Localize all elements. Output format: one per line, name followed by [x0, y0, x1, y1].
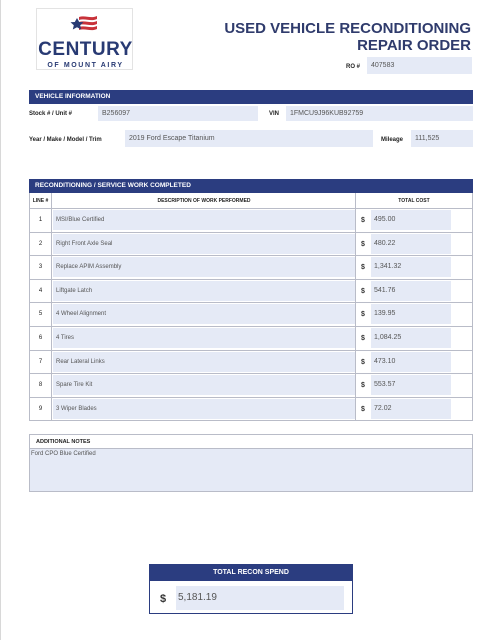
mileage-label: Mileage — [381, 137, 404, 143]
table-row — [30, 327, 472, 351]
cost-field[interactable]: 553.57 — [371, 375, 451, 395]
cost-field[interactable]: 1,084.25 — [371, 328, 451, 348]
cost-field[interactable]: 495.00 — [371, 210, 451, 230]
currency-symbol: $ — [361, 334, 365, 342]
stock-label: Stock # / Unit # — [29, 111, 73, 117]
currency-symbol: $ — [361, 405, 365, 413]
logo-subtitle: OF MOUNT AIRY — [47, 62, 124, 69]
description-field[interactable]: 3 Wiper Blades — [53, 399, 355, 419]
description-field[interactable]: Rear Lateral Links — [53, 352, 355, 372]
currency-symbol: $ — [361, 382, 365, 390]
line-number: 4 — [30, 280, 52, 303]
description-field[interactable]: Spare Tire Kit — [53, 375, 355, 395]
column-divider — [355, 303, 356, 326]
flag-star-icon — [67, 10, 105, 38]
currency-symbol: $ — [361, 287, 365, 295]
vehicle-info-header: VEHICLE INFORMATION — [29, 90, 473, 104]
table-row — [30, 351, 472, 375]
total-field[interactable]: 5,181.19 — [176, 586, 344, 610]
title-line-1: USED VEHICLE RECONDITIONING — [224, 20, 471, 37]
column-divider — [355, 233, 356, 256]
logo-name: CENTURY — [38, 39, 133, 60]
line-number: 3 — [30, 256, 52, 279]
total-header: TOTAL RECON SPEND — [150, 565, 352, 581]
work-rows — [30, 209, 472, 421]
ymm-label: Year / Make / Model / Trim — [29, 137, 102, 143]
description-field[interactable]: Right Front Axle Seal — [53, 234, 355, 254]
notes-field[interactable]: Ford CPO Blue Certified — [30, 449, 472, 491]
line-number: 8 — [30, 374, 52, 397]
total-currency: $ — [160, 593, 167, 605]
table-row — [30, 233, 472, 257]
total-recon-box — [149, 564, 353, 614]
cost-field[interactable]: 473.10 — [371, 352, 451, 372]
century-logo — [36, 8, 133, 70]
cost-field[interactable]: 1,341.32 — [371, 257, 451, 277]
description-field[interactable]: Liftgate Latch — [53, 281, 355, 301]
description-field[interactable]: Replace APIM Assembly — [53, 257, 355, 277]
line-number: 6 — [30, 327, 52, 350]
currency-symbol: $ — [361, 311, 365, 319]
column-divider — [355, 398, 356, 421]
additional-notes — [29, 434, 473, 492]
table-row — [30, 398, 472, 422]
description-field[interactable]: 4 Wheel Alignment — [53, 304, 355, 324]
column-divider — [355, 256, 356, 279]
column-divider — [355, 209, 356, 232]
currency-symbol: $ — [361, 264, 365, 272]
col-desc-header: DESCRIPTION OF WORK PERFORMED — [157, 198, 251, 204]
line-number: 5 — [30, 303, 52, 326]
ro-label: RO # — [346, 64, 361, 70]
column-divider — [355, 374, 356, 397]
col-cost-header: TOTAL COST — [355, 193, 472, 209]
description-field[interactable]: MSI/Blue Certified — [53, 210, 355, 230]
table-row — [30, 280, 472, 304]
vin-label: VIN — [269, 111, 280, 117]
notes-header: ADDITIONAL NOTES — [30, 435, 472, 449]
work-table-header — [30, 193, 472, 209]
ro-field[interactable]: 407583 — [367, 57, 472, 74]
ymm-field[interactable]: 2019 Ford Escape Titanium — [125, 130, 373, 147]
table-row — [30, 374, 472, 398]
cost-field[interactable]: 480.22 — [371, 234, 451, 254]
table-row — [30, 303, 472, 327]
column-divider — [355, 280, 356, 303]
cost-field[interactable]: 541.76 — [371, 281, 451, 301]
line-number: 1 — [30, 209, 52, 232]
mileage-field[interactable]: 111,525 — [411, 130, 473, 147]
vin-field[interactable]: 1FMCU9J96KUB92759 — [286, 106, 473, 121]
cost-field[interactable]: 72.02 — [371, 399, 451, 419]
line-number: 9 — [30, 398, 52, 421]
line-number: 2 — [30, 233, 52, 256]
work-completed-header: RECONDITIONING / SERVICE WORK COMPLETED — [29, 179, 473, 193]
currency-symbol: $ — [361, 217, 365, 224]
col-line-header: LINE # — [30, 193, 52, 209]
table-row — [30, 209, 472, 233]
currency-symbol: $ — [361, 240, 365, 248]
cost-field[interactable]: 139.95 — [371, 304, 451, 324]
stock-field[interactable]: B256097 — [98, 106, 258, 121]
currency-symbol: $ — [361, 358, 365, 366]
document-title — [224, 20, 471, 54]
table-row — [30, 256, 472, 280]
line-number: 7 — [30, 351, 52, 374]
description-field[interactable]: 4 Tires — [53, 328, 355, 348]
column-divider — [355, 327, 356, 350]
title-line-2: REPAIR ORDER — [357, 37, 471, 54]
work-table — [29, 193, 473, 421]
column-divider — [355, 351, 356, 374]
